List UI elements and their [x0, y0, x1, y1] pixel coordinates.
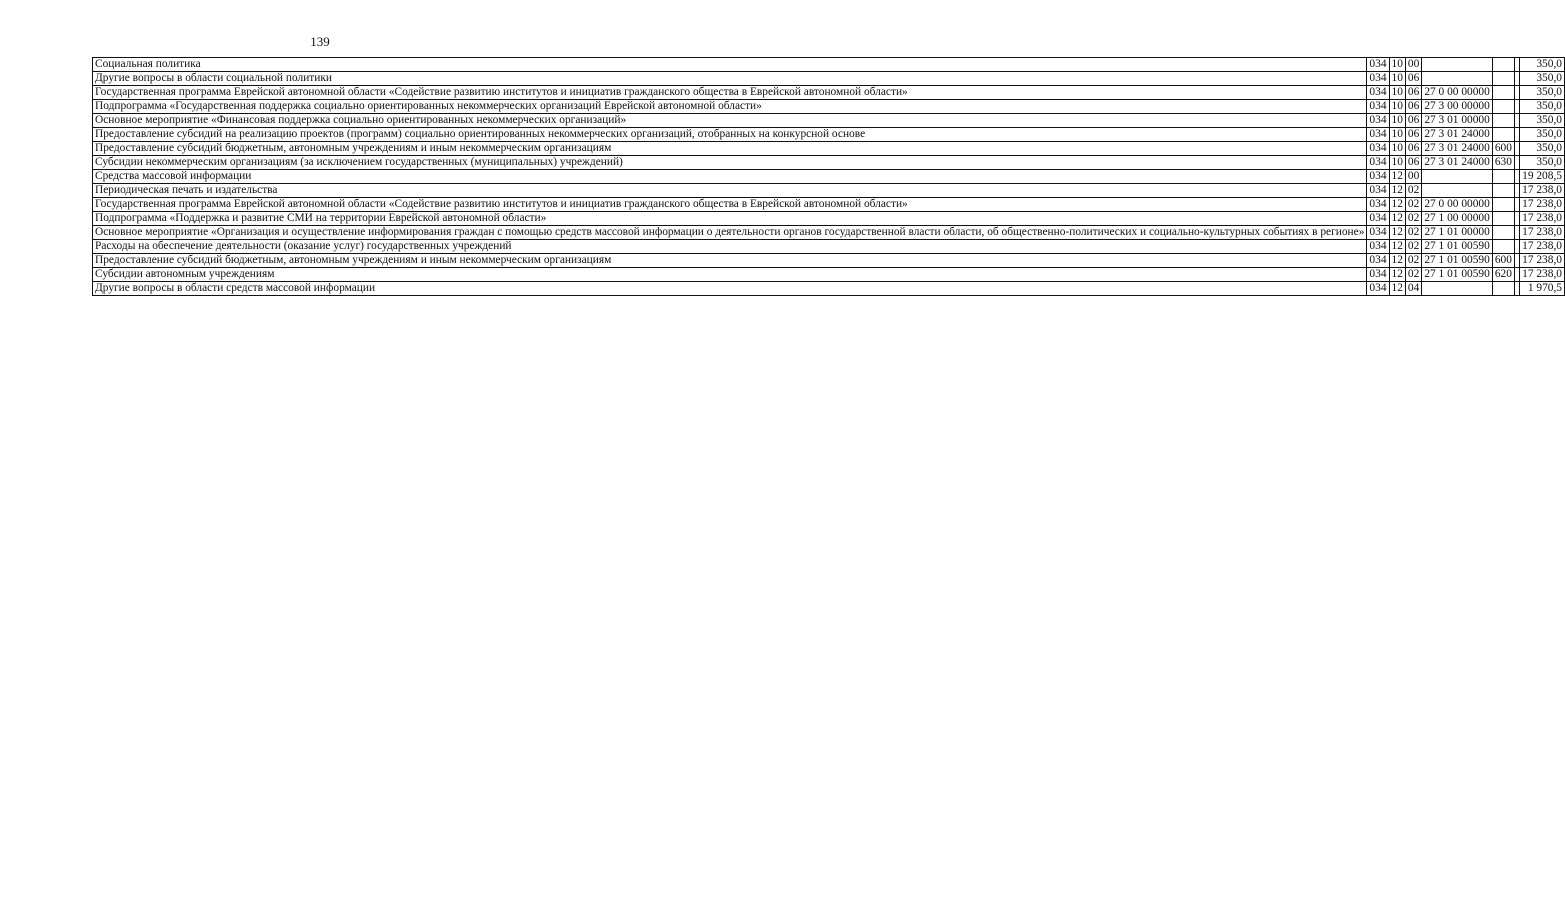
- grbs-code: 034: [1367, 184, 1389, 198]
- expense-type-code: 630: [1492, 156, 1514, 170]
- grbs-code: 034: [1367, 170, 1389, 184]
- target-article-code: 27 1 00 00000: [1422, 212, 1493, 226]
- grbs-code: 034: [1367, 254, 1389, 268]
- subsection-code: 06: [1405, 128, 1421, 142]
- section-code: 10: [1389, 100, 1405, 114]
- amount: 17 238,0: [1520, 268, 1565, 282]
- amount: 350,0: [1520, 100, 1565, 114]
- grbs-code: 034: [1367, 240, 1389, 254]
- row-name: Социальная политика: [93, 58, 1367, 72]
- table-row: [93, 142, 1565, 156]
- row-name: Предоставление субсидий бюджетным, автономным учреждениям и иным некоммерческим организациям: [93, 254, 1367, 268]
- row-name: Субсидии автономным учреждениям: [93, 268, 1367, 282]
- expense-type-code: [1492, 72, 1514, 86]
- section-code: 12: [1389, 184, 1405, 198]
- row-name: Средства массовой информации: [93, 170, 1367, 184]
- subsection-code: 02: [1405, 226, 1421, 240]
- row-name: Государственная программа Еврейской автономной области «Содействие развитию институтов и инициатив гражданского общества в Еврейской автономной области»: [93, 86, 1367, 100]
- table-row: [93, 254, 1565, 268]
- target-article-code: 27 1 01 00590: [1422, 254, 1493, 268]
- section-code: 12: [1389, 226, 1405, 240]
- table-row: [93, 170, 1565, 184]
- subsection-code: 04: [1405, 282, 1421, 296]
- table-row: [93, 268, 1565, 282]
- row-name: Государственная программа Еврейской автономной области «Содействие развитию институтов и инициатив гражданского общества в Еврейской автономной области»: [93, 198, 1367, 212]
- target-article-code: 27 1 01 00590: [1422, 240, 1493, 254]
- target-article-code: 27 3 01 24000: [1422, 142, 1493, 156]
- expense-type-code: [1492, 282, 1514, 296]
- page-number: 139: [310, 34, 330, 49]
- table-row: [93, 72, 1565, 86]
- subsection-code: 00: [1405, 58, 1421, 72]
- subsection-code: 02: [1405, 198, 1421, 212]
- section-code: 12: [1389, 170, 1405, 184]
- grbs-code: 034: [1367, 86, 1389, 100]
- subsection-code: 06: [1405, 142, 1421, 156]
- amount: 17 238,0: [1520, 198, 1565, 212]
- amount: 350,0: [1520, 156, 1565, 170]
- grbs-code: 034: [1367, 100, 1389, 114]
- grbs-code: 034: [1367, 142, 1389, 156]
- target-article-code: 27 3 01 24000: [1422, 128, 1493, 142]
- amount: 350,0: [1520, 114, 1565, 128]
- target-article-code: [1422, 282, 1493, 296]
- table-row: [93, 240, 1565, 254]
- expense-type-code: 600: [1492, 142, 1514, 156]
- table-row: [93, 58, 1565, 72]
- amount: 1 970,5: [1520, 282, 1565, 296]
- target-article-code: 27 0 00 00000: [1422, 86, 1493, 100]
- expense-type-code: [1492, 184, 1514, 198]
- subsection-code: 06: [1405, 72, 1421, 86]
- table-row: [93, 86, 1565, 100]
- amount: 17 238,0: [1520, 254, 1565, 268]
- expense-type-code: [1492, 240, 1514, 254]
- amount: 350,0: [1520, 142, 1565, 156]
- amount: 19 208,5: [1520, 170, 1565, 184]
- amount: 350,0: [1520, 72, 1565, 86]
- row-name: Основное мероприятие «Финансовая поддержка социально ориентированных некоммерческих организаций»: [93, 114, 1367, 128]
- target-article-code: [1422, 170, 1493, 184]
- row-name: Другие вопросы в области социальной политики: [93, 72, 1367, 86]
- section-code: 10: [1389, 114, 1405, 128]
- amount: 350,0: [1520, 58, 1565, 72]
- amount: 350,0: [1520, 86, 1565, 100]
- expense-type-code: [1492, 170, 1514, 184]
- expense-type-code: [1492, 114, 1514, 128]
- table-row: [93, 184, 1565, 198]
- subsection-code: 06: [1405, 114, 1421, 128]
- grbs-code: 034: [1367, 156, 1389, 170]
- expense-type-code: 600: [1492, 254, 1514, 268]
- row-name: Основное мероприятие «Организация и осуществление информирования граждан с помощью средств массовой информации о деятельности органов государственной власти области, об общественно-политических и социально-культурных событиях в регионе»: [93, 226, 1367, 240]
- expense-type-code: [1492, 198, 1514, 212]
- row-name: Периодическая печать и издательства: [93, 184, 1367, 198]
- expense-type-code: [1492, 58, 1514, 72]
- table-row: [93, 100, 1565, 114]
- table-row: [93, 198, 1565, 212]
- subsection-code: 06: [1405, 100, 1421, 114]
- target-article-code: 27 3 01 00000: [1422, 114, 1493, 128]
- section-code: 10: [1389, 142, 1405, 156]
- row-name: Предоставление субсидий на реализацию проектов (программ) социально ориентированных некоммерческих организаций, отобранных на конкурсной основе: [93, 128, 1367, 142]
- expense-type-code: [1492, 86, 1514, 100]
- budget-table: [92, 57, 1565, 296]
- section-code: 12: [1389, 212, 1405, 226]
- subsection-code: 02: [1405, 240, 1421, 254]
- grbs-code: 034: [1367, 58, 1389, 72]
- target-article-code: 27 1 01 00590: [1422, 268, 1493, 282]
- amount: 17 238,0: [1520, 212, 1565, 226]
- expense-type-code: [1492, 212, 1514, 226]
- section-code: 12: [1389, 254, 1405, 268]
- target-article-code: 27 3 01 24000: [1422, 156, 1493, 170]
- section-code: 12: [1389, 198, 1405, 212]
- amount: 17 238,0: [1520, 240, 1565, 254]
- subsection-code: 06: [1405, 156, 1421, 170]
- row-name: Подпрограмма «Поддержка и развитие СМИ на территории Еврейской автономной области»: [93, 212, 1367, 226]
- grbs-code: 034: [1367, 128, 1389, 142]
- section-code: 10: [1389, 128, 1405, 142]
- subsection-code: 06: [1405, 86, 1421, 100]
- target-article-code: 27 1 01 00000: [1422, 226, 1493, 240]
- amount: 17 238,0: [1520, 184, 1565, 198]
- section-code: 12: [1389, 282, 1405, 296]
- amount: 350,0: [1520, 128, 1565, 142]
- grbs-code: 034: [1367, 282, 1389, 296]
- row-name: Другие вопросы в области средств массовой информации: [93, 282, 1367, 296]
- grbs-code: 034: [1367, 114, 1389, 128]
- row-name: Расходы на обеспечение деятельности (оказание услуг) государственных учреждений: [93, 240, 1367, 254]
- subsection-code: 00: [1405, 170, 1421, 184]
- target-article-code: [1422, 58, 1493, 72]
- grbs-code: 034: [1367, 226, 1389, 240]
- section-code: 10: [1389, 156, 1405, 170]
- table-row: [93, 282, 1565, 296]
- row-name: Субсидии некоммерческим организациям (за исключением государственных (муниципальных) учреждений): [93, 156, 1367, 170]
- target-article-code: 27 3 00 00000: [1422, 100, 1493, 114]
- table-row: [93, 156, 1565, 170]
- row-name: Подпрограмма «Государственная поддержка социально ориентированных некоммерческих организаций Еврейской автономной области»: [93, 100, 1367, 114]
- target-article-code: [1422, 72, 1493, 86]
- target-article-code: 27 0 00 00000: [1422, 198, 1493, 212]
- expense-type-code: [1492, 100, 1514, 114]
- grbs-code: 034: [1367, 198, 1389, 212]
- target-article-code: [1422, 184, 1493, 198]
- table-row: [93, 226, 1565, 240]
- section-code: 12: [1389, 268, 1405, 282]
- expense-type-code: 620: [1492, 268, 1514, 282]
- subsection-code: 02: [1405, 212, 1421, 226]
- table-row: [93, 114, 1565, 128]
- row-name: Предоставление субсидий бюджетным, автономным учреждениям и иным некоммерческим организациям: [93, 142, 1367, 156]
- expense-type-code: [1492, 226, 1514, 240]
- grbs-code: 034: [1367, 268, 1389, 282]
- grbs-code: 034: [1367, 212, 1389, 226]
- table-row: [93, 128, 1565, 142]
- section-code: 10: [1389, 86, 1405, 100]
- expense-type-code: [1492, 128, 1514, 142]
- subsection-code: 02: [1405, 268, 1421, 282]
- section-code: 10: [1389, 72, 1405, 86]
- section-code: 12: [1389, 240, 1405, 254]
- table-row: [93, 212, 1565, 226]
- subsection-code: 02: [1405, 184, 1421, 198]
- subsection-code: 02: [1405, 254, 1421, 268]
- amount: 17 238,0: [1520, 226, 1565, 240]
- section-code: 10: [1389, 58, 1405, 72]
- grbs-code: 034: [1367, 72, 1389, 86]
